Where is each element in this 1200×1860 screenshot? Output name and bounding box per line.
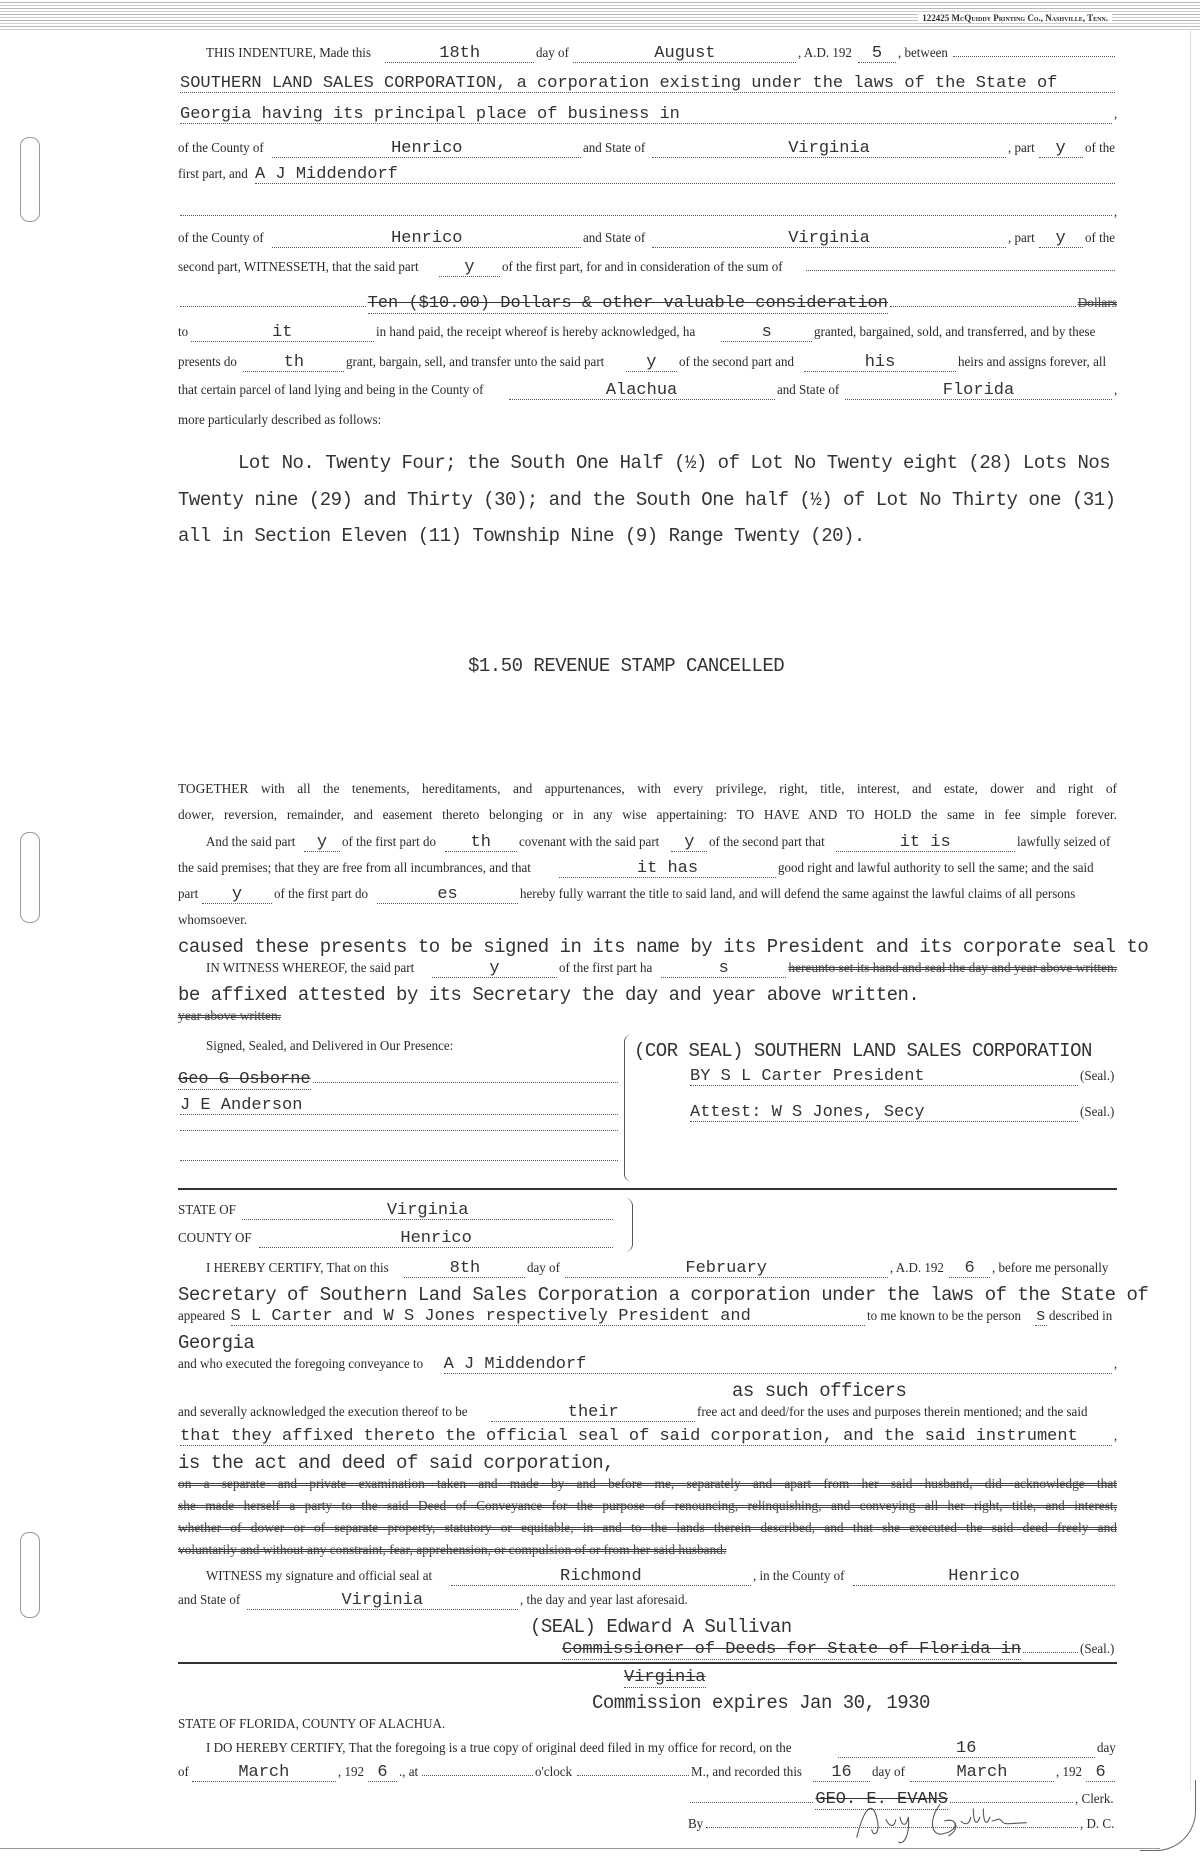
notary-seal-line (530, 1616, 1117, 1638)
filled-field: his (804, 355, 956, 372)
typed-text: (SEAL) Edward A Sullivan (530, 1616, 792, 1638)
struck-text (178, 1498, 1117, 1516)
printed-text: Signed, Sealed, and Delivered in Our Presence: (206, 1039, 454, 1054)
printed-text: and State of (178, 1593, 241, 1608)
printed-text: of the County of (178, 141, 264, 156)
in-witness-line (206, 960, 1117, 978)
printed-text: (Seal.) (1080, 1069, 1115, 1084)
printed-text: dower, reversion, remainder, and easement thereto belonging or in any wise appertaining: TO HAVE AND TO HOLD the same in fee simple forever. (178, 807, 1117, 822)
filled-field: March (910, 1765, 1054, 1782)
witness-signature (178, 1098, 620, 1115)
grantor-business-line (178, 106, 1117, 124)
struck-text: year above written. (178, 1008, 281, 1023)
printed-text: STATE OF FLORIDA, COUNTY OF ALACHUA. (178, 1717, 446, 1732)
printed-text: , (1113, 1357, 1117, 1372)
filled-field: y (671, 835, 707, 852)
typed-text: $1.50 REVENUE STAMP CANCELLED (468, 655, 785, 677)
commissioner-line (624, 1668, 1117, 1688)
struck-text: voluntarily and without any constraint, fear, apprehension, or compulsion of or from her said husband. (178, 1542, 727, 1557)
recording-certificate (206, 1740, 1117, 1758)
printed-text: I DO HEREBY CERTIFY, That the foregoing is a true copy of original deed filed in my office for record, on the (206, 1741, 792, 1756)
struck-text (178, 1542, 1117, 1558)
filled-field: J E Anderson (180, 1098, 618, 1115)
printed-text: to me known to be the person (866, 1309, 1021, 1324)
venue-county (178, 1230, 615, 1248)
printed-text: of the second part that (709, 835, 825, 850)
printed-text: , 192 (338, 1765, 365, 1780)
struck-typed-text: Virginia (624, 1668, 706, 1687)
printed-text: , Clerk. (1075, 1792, 1115, 1807)
printed-text: , the day and year last aforesaid. (519, 1593, 688, 1608)
filled-field: y (626, 355, 677, 372)
filled-field: 5 (858, 46, 895, 63)
filled-field: s (721, 325, 812, 342)
filled-field: A J Middendorf (444, 1357, 1112, 1374)
printed-text: and who executed the foregoing conveyance to (178, 1357, 424, 1372)
filled-field: Virginia (247, 1593, 518, 1610)
printed-text: WITNESS my signature and official seal at (206, 1569, 433, 1584)
parcel-location-line (178, 382, 1117, 400)
typed-testimonium (178, 984, 1117, 1006)
struck-text: hereunto set its hand and seal the day and year above written. (788, 960, 1118, 975)
typed-text: is the act and deed of said corporation, (178, 1452, 615, 1474)
habendum-line (178, 806, 1117, 825)
page-edge (1190, 30, 1191, 1790)
printed-text: good right and lawful authority to sell the same; and the said (777, 861, 1094, 876)
filled-field: y (202, 887, 272, 904)
bracket (622, 1198, 633, 1252)
president-signature (688, 1068, 1117, 1086)
filled-field: their (491, 1405, 695, 1422)
printer-imprint: 122425 McQuiddy Printing Co., Nashville, Tenn. (918, 13, 1112, 23)
dotted-leader (890, 306, 1076, 307)
typed-testimonium (178, 936, 1149, 958)
filled-field: 6 (1086, 1765, 1115, 1782)
grantor-line (178, 76, 1117, 93)
grant-line (178, 354, 1117, 372)
dotted-leader (953, 56, 1115, 57)
typed-text: all in Section Eleven (11) Township Nine (9) Range Twenty (20). (178, 525, 865, 547)
printed-text: I HEREBY CERTIFY, That on this (206, 1261, 389, 1276)
dotted-leader (180, 1130, 618, 1131)
notary-state-line (178, 1592, 700, 1610)
printed-text: more particularly described as follows: (178, 413, 382, 428)
typed-certificate (178, 1452, 1117, 1474)
typed-certificate (178, 1428, 1117, 1446)
printed-text: granted, bargained, sold, and transferred, and by these (814, 325, 1096, 340)
printed-text: day of (536, 46, 569, 61)
warranty-line (178, 912, 1117, 930)
dotted-leader (180, 215, 1112, 216)
printed-text: of the (1084, 141, 1115, 156)
printed-text: of the (1084, 231, 1115, 246)
indenture-line (206, 45, 1117, 63)
struck-text: she made herself a party to the said Deed of Conveyance for the purpose of renouncing, relinquishing, and conveying all her right, title, and interest, (178, 1498, 1117, 1513)
filled-field: 6 (949, 1261, 989, 1278)
filled-field: Richmond (451, 1569, 750, 1586)
dotted-leader (577, 1775, 689, 1776)
commission-expiry (592, 1692, 1117, 1714)
described-line (178, 412, 1117, 430)
witness-heading (206, 1038, 600, 1056)
filled-field: y (1039, 231, 1083, 248)
struck-typed-text: Ten ($10.00) Dollars & other valuable consideration (367, 294, 888, 313)
notary-witness-line (206, 1568, 1117, 1586)
typed-certificate (178, 1284, 1149, 1306)
witness-signature (178, 1160, 620, 1161)
printed-text: and State of (583, 141, 646, 156)
filled-field: February (565, 1261, 888, 1278)
grantee-line (178, 166, 1117, 184)
printed-text: appeared (178, 1309, 225, 1324)
typed-text: Secretary of Southern Land Sales Corporation a corporation under the laws of the State of (178, 1284, 1149, 1306)
filled-field: y (439, 260, 501, 277)
printed-text: heirs and assigns forever, all (957, 355, 1106, 370)
typed-text: Lot No. Twenty Four; the South One Half (½) of Lot No Twenty eight (28) Lots Nos (238, 452, 1111, 474)
struck-text: on a separate and private examination taken and made by and before me, separately and apart from her said husband, did acknowledge that (178, 1476, 1117, 1491)
filled-field: y (1039, 141, 1083, 158)
recording-date-line (178, 1764, 1117, 1782)
printed-text: , 192 (1056, 1765, 1083, 1780)
venue-state (178, 1202, 615, 1220)
typed-text: as such officers (732, 1380, 907, 1402)
printed-text: day (1096, 1741, 1116, 1756)
struck-typed-text: Geo G Osborne (178, 1070, 311, 1089)
printed-text: of the first part do (341, 835, 436, 850)
printed-text: (Seal.) (1080, 1642, 1115, 1657)
consideration-line (178, 294, 1117, 314)
struck-text: whether of dower or of separate property, statutory or equitable, in and to the lands therein described, and that she executed the said deed freely and (178, 1520, 1117, 1535)
struck-text (178, 1008, 1117, 1024)
filled-field: March (192, 1765, 336, 1782)
filled-field: 16 (813, 1765, 871, 1782)
habendum-line (178, 780, 1117, 799)
filled-field: S L Carter and W S Jones respectively President and (231, 1309, 865, 1326)
appeared-line (178, 1308, 1117, 1326)
dotted-leader (180, 1160, 618, 1161)
filled-field: Virginia (652, 231, 1005, 248)
printed-text: of the County of (178, 231, 264, 246)
secretary-attest (688, 1104, 1117, 1122)
printed-text: to (178, 325, 189, 340)
printed-text: of the first part, for and in consideration of the sum of (502, 260, 783, 275)
printed-text: , part (1007, 141, 1035, 156)
printed-text: COUNTY OF (178, 1231, 252, 1246)
filled-field: Henrico (272, 141, 581, 158)
revenue-stamp-note (468, 655, 1117, 677)
struck-typed-text: Commissioner of Deeds for State of Florida in (562, 1640, 1022, 1659)
filled-field: es (377, 887, 518, 904)
printed-text: described in (1048, 1309, 1113, 1324)
struck-text (178, 1476, 1117, 1494)
printed-text: TOGETHER with all the tenements, hereditaments, and appurtenances, with every privilege, right, title, interest, and estate, dower and right of (178, 781, 1117, 796)
printed-text: whomsoever. (178, 913, 248, 928)
filled-field: Georgia having its principal place of business in (180, 107, 1112, 124)
dotted-leader (690, 1802, 813, 1803)
printed-text: lawfully seized of (1016, 835, 1110, 850)
printed-text: day of (872, 1765, 906, 1780)
printed-text: of (178, 1765, 189, 1780)
struck-text: Dollars (1077, 295, 1117, 310)
printed-text: covenant with the said part (518, 835, 659, 850)
printed-text: of the second part and (678, 355, 794, 370)
filled-field: s (1035, 1307, 1046, 1326)
binding-hole (20, 832, 40, 923)
warranty-line (178, 886, 1117, 904)
printed-text: , part (1007, 231, 1035, 246)
typed-text: caused these presents to be signed in its name by its President and its corporate seal to (178, 936, 1149, 958)
witness-signature (178, 1130, 620, 1131)
printed-text: By (688, 1817, 704, 1832)
printed-text: of the first part ha (558, 961, 653, 976)
filled-field: Florida (845, 383, 1111, 400)
printed-text: and State of (583, 231, 646, 246)
printed-text: part (178, 887, 199, 902)
filled-field: 8th (404, 1261, 525, 1278)
filled-field: August (573, 46, 796, 63)
printed-text: , D. C. (1080, 1817, 1115, 1832)
filled-field: Virginia (652, 141, 1005, 158)
typed-text: be affixed attested by its Secretary the day and year above written. (178, 984, 920, 1006)
dotted-leader (313, 1082, 618, 1083)
printed-text: STATE OF (178, 1203, 236, 1218)
filled-field: y (304, 835, 340, 852)
filled-field: it (191, 325, 374, 342)
printed-text: and State of (776, 383, 839, 398)
covenant-line (206, 834, 1117, 852)
binding-hole (20, 1532, 40, 1618)
conveyance-line (178, 1356, 1117, 1374)
divider (178, 1188, 1117, 1190)
filled-field: SOUTHERN LAND SALES CORPORATION, a corporation existing under the laws of the State of (180, 76, 1115, 93)
witnesseth-line (178, 259, 1117, 277)
recording-venue (178, 1716, 1117, 1734)
printed-text: first part, and (178, 167, 248, 182)
filled-field: A J Middendorf (255, 167, 1115, 184)
receipt-line (178, 324, 1117, 342)
filled-field: 6 (368, 1765, 397, 1782)
printed-text: , between (897, 46, 948, 61)
page-corner (1140, 1780, 1196, 1851)
commissioner-line (562, 1640, 1117, 1660)
printed-text: of the first part do (274, 887, 369, 902)
filled-field: it is (836, 835, 1015, 852)
printed-text: second part, WITNESSETH, that the said part (178, 260, 419, 275)
printed-text: , A.D. 192 (798, 46, 853, 61)
legal-description (178, 489, 1117, 511)
printed-text: , before me personally (991, 1261, 1109, 1276)
page-bottom-edge (0, 1848, 1160, 1849)
typed-text: Twenty nine (29) and Thirty (30); and the South One half (½) of Lot No Thirty one (31) (178, 489, 1116, 511)
printed-text: free act and deed/for the uses and purposes therein mentioned; and the said (697, 1405, 1088, 1420)
dotted-leader (806, 270, 1115, 271)
printed-text: that certain parcel of land lying and being in the County of (178, 383, 484, 398)
filled-field: 18th (385, 46, 534, 63)
printed-text: , (1113, 383, 1117, 398)
printed-text: o'clock (535, 1765, 573, 1780)
printed-text: (Seal.) (1080, 1105, 1115, 1120)
filled-field: y (432, 961, 557, 978)
divider (178, 1662, 1117, 1664)
typed-certificate (178, 1332, 1117, 1354)
grantee-county-line (178, 230, 1117, 248)
witness-signature (178, 1070, 620, 1090)
acknowledgment-line (178, 1404, 1117, 1422)
typed-text: Georgia (178, 1332, 255, 1354)
typed-text: Commission expires Jan 30, 1930 (592, 1692, 930, 1714)
filled-field: Alachua (509, 383, 775, 400)
printed-text: , (1113, 205, 1117, 220)
printed-text: presents do (178, 355, 237, 370)
dotted-leader (422, 1775, 534, 1776)
printed-text: , in the County of (752, 1569, 845, 1584)
printed-text: , A.D. 192 (889, 1261, 944, 1276)
covenant-line (178, 860, 1117, 878)
filled-field: 16 (838, 1741, 1095, 1758)
printed-text: , (1113, 1429, 1117, 1444)
printed-text: and severally acknowledged the execution thereof to be (178, 1405, 468, 1420)
filled-field: Virginia (242, 1203, 613, 1220)
filled-field: s (661, 961, 786, 978)
certificate-line (206, 1260, 1117, 1278)
blank-line (178, 204, 1117, 222)
typed-certificate (732, 1380, 1117, 1402)
binding-hole (20, 137, 40, 222)
filled-field: Henrico (853, 1569, 1115, 1586)
printed-text: ., at (398, 1765, 419, 1780)
dotted-leader (1023, 1652, 1078, 1653)
corporate-seal-line (634, 1040, 1117, 1062)
legal-description (178, 525, 1117, 547)
printed-text: M., and recorded this (691, 1765, 803, 1780)
struck-typed-text: GEO. E. EVANS (815, 1790, 949, 1809)
filled-field: that they affixed thereto the official seal of said corporation, and the said instrument (180, 1429, 1112, 1446)
filled-field: Attest: W S Jones, Secy (690, 1105, 1078, 1122)
filled-field: Henrico (272, 231, 581, 248)
dotted-leader (180, 306, 366, 307)
printed-text: in hand paid, the receipt whereof is hereby acknowledged, ha (375, 325, 695, 340)
printed-text: THIS INDENTURE, Made this (206, 46, 371, 61)
form-header-bar (0, 0, 1200, 30)
printed-text: the said premises; that they are free from all incumbrances, and that (178, 861, 531, 876)
filled-field: Henrico (259, 1231, 613, 1248)
filled-field: it has (559, 861, 775, 878)
deputy-clerk-signature (830, 1796, 1050, 1846)
legal-description (238, 452, 1117, 474)
filled-field: th (243, 355, 344, 372)
typed-text: (COR SEAL) SOUTHERN LAND SALES CORPORATION (634, 1040, 1092, 1062)
printed-text: , (1113, 107, 1117, 122)
struck-text (178, 1520, 1117, 1538)
filled-field: th (445, 835, 517, 852)
printed-text: And the said part (206, 835, 296, 850)
printed-text: grant, bargain, sell, and transfer unto the said part (346, 355, 605, 370)
printed-text: day of (527, 1261, 561, 1276)
grantor-county-line (178, 140, 1117, 158)
printed-text: hereby fully warrant the title to said land, and will defend the same against the lawful claims of all persons (519, 887, 1076, 902)
filled-field: BY S L Carter President (690, 1069, 1078, 1086)
printed-text: IN WITNESS WHEREOF, the said part (206, 961, 415, 976)
